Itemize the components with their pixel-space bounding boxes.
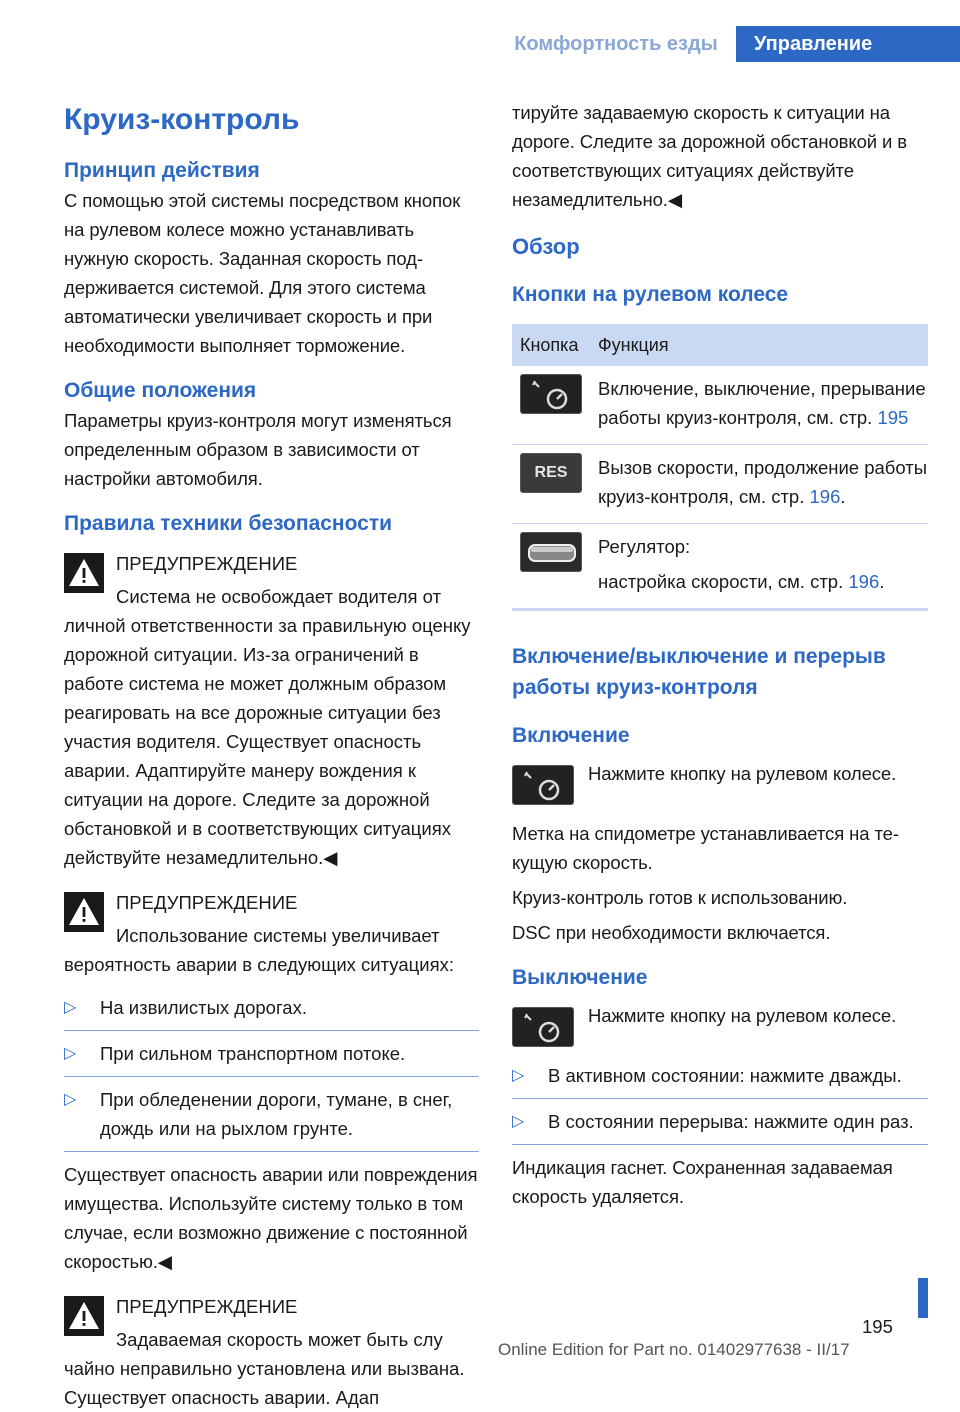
warning-text: Использование системы увеличивает <box>116 925 440 946</box>
warning-label: ПРЕДУПРЕЖДЕНИЕ <box>116 892 298 913</box>
page-marker <box>918 1278 928 1318</box>
list-item: ▷ При обледенении дороги, тумане, в снег, дождь или на рыхлом грунте. <box>64 1085 479 1143</box>
list-item: ▷ На извилистых дорогах. <box>64 993 479 1022</box>
rocker-switch-image <box>520 532 582 572</box>
on-heading: Включение <box>512 724 630 747</box>
after-bullets-text: Существует опасность аварии или повреждения имущества. Используйте систему только в том случае, если возможно движение с постоянной скоростью.◀ <box>64 1164 478 1272</box>
tab-comfort[interactable]: Комфортность езды <box>514 33 718 55</box>
page-link[interactable]: 196 <box>809 486 841 507</box>
warning-block <box>64 549 479 872</box>
on-text: Метка на спидометре устанавливается на текущую скорость. <box>512 823 900 873</box>
page-link[interactable]: 195 <box>877 407 909 428</box>
row-function-text: Включение, выключение, прерывание работы круиз-контроля, см. стр. <box>598 378 926 428</box>
principle-text: С помощью этой системы посредством кнопок на рулевом колесе можно устанавливать нужную скорость. Заданная скорость поддерживается системой. Для этого система автоматически увеличивает скорость и при необходимости выполняет торможение. <box>64 190 461 356</box>
page-number: 195 <box>862 1316 893 1337</box>
row-function-text: Вызов скорости, продолжение работы круиз-контроля, см. стр. <box>598 457 928 507</box>
warning-label: ПРЕДУПРЕЖДЕНИЕ <box>116 553 298 574</box>
page-title: Круиз-контроль <box>64 103 300 136</box>
off-heading: Выключение <box>512 966 648 989</box>
on-text: DSC при необходимости включается. <box>512 922 831 943</box>
list-item: ▷ В активном состоянии: нажмите дважды. <box>512 1061 928 1090</box>
res-button-image: RES <box>520 453 582 493</box>
list-item: ▷ В состоянии перерыва: нажмите один раз. <box>512 1107 928 1136</box>
general-text: Параметры круиз-контроля могут изменяться определенным образом в зависимости от настройки автомобиля. <box>64 410 452 489</box>
list-item: ▷ При сильном транспортном потоке. <box>64 1039 479 1068</box>
off-instruction: Нажмите кнопку на рулевом колесе. <box>512 1001 928 1045</box>
cruise-button-image <box>520 374 582 414</box>
warning-block <box>64 1292 479 1412</box>
row-function-text: Регулятор: <box>598 536 691 557</box>
bullet-triangle-icon: ▷ <box>512 1113 525 1130</box>
warning-label: ПРЕДУПРЕЖДЕНИЕ <box>116 1296 298 1317</box>
warning-block <box>64 888 479 979</box>
right-column <box>512 98 928 1211</box>
table-row <box>512 366 928 445</box>
page-link[interactable]: 196 <box>848 571 880 592</box>
on-text: Круиз-контроль готов к использованию. <box>512 887 848 908</box>
continued-text: тируйте задаваемую скорость к ситуации на дороге. Следите за дорожной обстановкой и в соответствующих ситуациях действуйте незамедлительно.◀ <box>512 102 908 210</box>
warning-text: Система не освобождает водителя от <box>116 586 442 607</box>
general-heading: Общие положения <box>64 379 257 402</box>
warning-triangle-icon <box>64 553 104 593</box>
onoff-heading: Включение/выключение и перерыв работы круиз-контроля <box>512 645 886 699</box>
warning-text: Задаваемая скорость может быть слу <box>116 1329 443 1350</box>
edition-footer: Online Edition for Part no. 01402977638 - II/17 <box>498 1340 850 1359</box>
safety-heading: Правила техники безопасности <box>64 512 393 535</box>
buttons-heading: Кнопки на рулевом колесе <box>512 283 789 306</box>
bullet-triangle-icon: ▷ <box>64 999 77 1016</box>
overview-heading: Обзор <box>512 234 580 259</box>
principle-heading: Принцип действия <box>64 159 260 182</box>
tab-controls[interactable]: Управление <box>736 26 960 62</box>
on-instruction: Нажмите кнопку на рулевом колесе. <box>512 759 928 803</box>
table-header <box>512 324 928 366</box>
warning-text-cont: личной ответственности за правильную оценку дорожной ситуации. Из-за ограничений в работе система не может должным образом реагировать на все дорожные ситуации без участия водителя. Существует опасность аварии. Адаптируйте манеру вождения к ситуации на дороге. Следите за дорожной обстановкой и в соответствующих ситуациях действуйте незамедлительно.◀ <box>64 615 471 868</box>
left-column <box>64 98 479 1412</box>
page-header <box>0 0 960 62</box>
column-header: Кнопка <box>520 334 579 355</box>
row-function-text: настройка скорости, см. стр. <box>598 571 849 592</box>
cruise-button-image <box>512 765 574 805</box>
table-row: Регулятор: настройка скорости, см. стр. 196. <box>512 524 928 611</box>
bullet-triangle-icon: ▷ <box>512 1067 525 1084</box>
warning-triangle-icon <box>64 1296 104 1336</box>
warning-triangle-icon <box>64 892 104 932</box>
bullet-triangle-icon: ▷ <box>64 1091 77 1108</box>
bullet-triangle-icon: ▷ <box>64 1045 77 1062</box>
off-text: Индикация гаснет. Сохраненная задаваемая скорость удаляется. <box>512 1157 893 1207</box>
warning-text-cont: вероятность аварии в следующих ситуациях: <box>64 954 454 975</box>
warning-text-cont: чайно неправильно установлена или вызвана. Существует опасность аварии. Адап <box>64 1358 465 1408</box>
buttons-table <box>512 324 928 611</box>
column-header: Функция <box>598 334 669 355</box>
cruise-button-image <box>512 1007 574 1047</box>
table-row: RES Вызов скорости, продолжение работы круиз-контроля, см. стр. 196. <box>512 445 928 524</box>
